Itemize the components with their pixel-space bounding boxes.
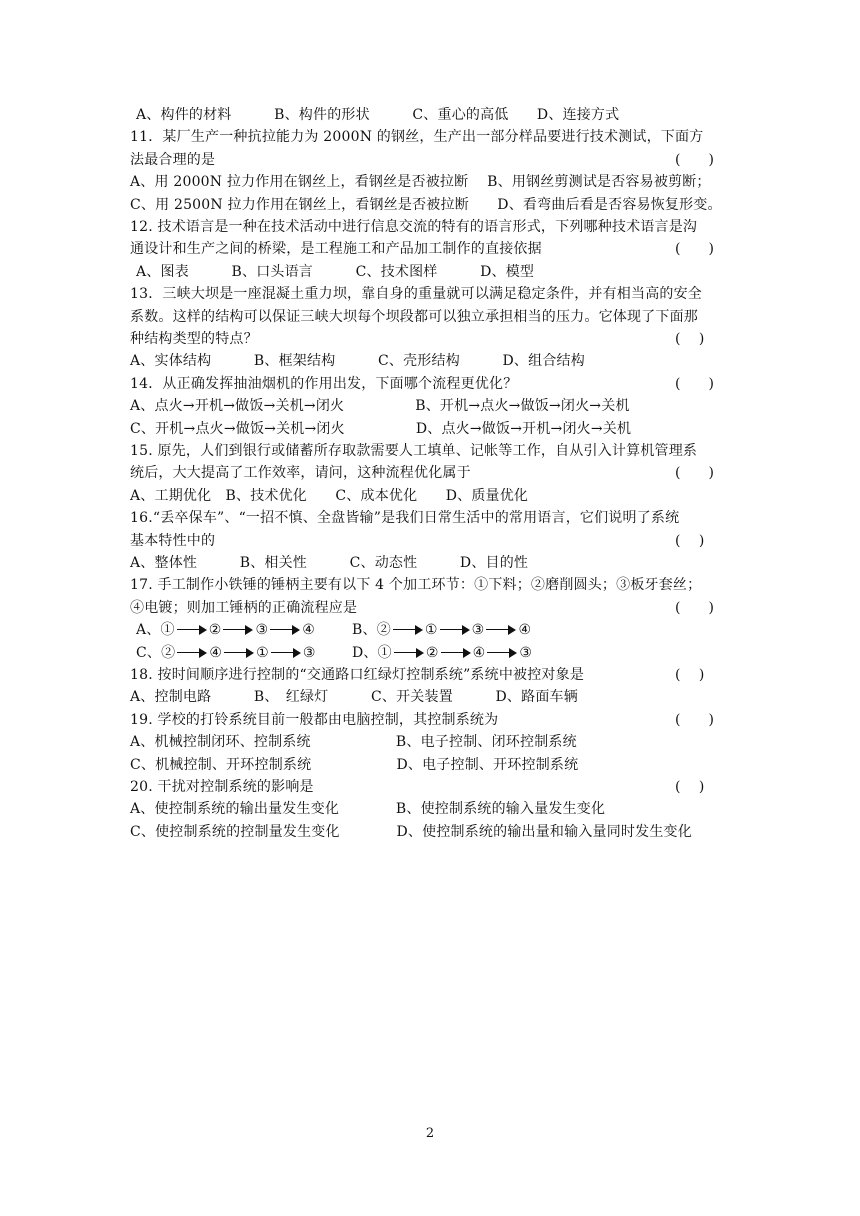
option-label: C、 <box>136 644 162 661</box>
line-text: 18. 按时间顺序进行控制的“交通路口红绿灯控制系统”系统中被控对象是 <box>130 667 585 683</box>
line-text: A、整体性 B、相关性 C、动态性 D、目的性 <box>130 555 529 571</box>
line-text: A、用 2000N 拉力作用在钢丝上，看钢丝是否被拉断 B、用钢丝剪测试是否容易被剪断； <box>130 174 711 191</box>
line-text: 通设计和生产之间的桥梁，是工程施工和产品加工制作的直接依据 <box>130 241 542 258</box>
answer-blank: ( ) <box>675 711 714 728</box>
line-text: 种结构类型的特点？ <box>130 331 258 347</box>
text-line <box>130 530 730 552</box>
flow-step: ② <box>161 644 176 661</box>
line-text: C、用 2500N 拉力作用在钢丝上，看钢丝是否被拉断 D、看弯曲后看是否容易恢复形变。 <box>130 196 722 213</box>
text-line <box>130 395 730 417</box>
arrow-icon <box>487 648 517 658</box>
text-line <box>130 238 730 260</box>
line-text: 20. 干扰对控制系统的影响是 <box>130 779 314 795</box>
arrow-icon <box>271 648 301 658</box>
option-label: D、 <box>352 644 378 661</box>
arrow-icon <box>440 625 470 635</box>
text-line <box>130 418 730 440</box>
flow-option <box>352 642 860 664</box>
arrow-icon <box>486 625 516 635</box>
arrow-icon <box>177 648 207 658</box>
text-line <box>130 216 730 238</box>
flow-step: ① <box>256 644 269 661</box>
line-text: A、点火→开机→做饭→关机→闭火 B、开机→点火→做饭→闭火→关机 <box>130 398 630 415</box>
text-line <box>130 283 730 305</box>
line-text: 基本特性中的 <box>130 532 216 549</box>
answer-blank: ( ) <box>675 599 714 616</box>
flow-step: ③ <box>302 644 316 661</box>
arrow-icon <box>393 625 423 635</box>
answer-blank: ( ) <box>675 667 705 683</box>
answer-blank: ( ) <box>675 375 714 392</box>
flow-step: ② <box>425 644 439 661</box>
line-text: A、构件的材料 B、构件的形状 C、重心的高低 D、连接方式 <box>136 107 620 123</box>
answer-blank: ( ) <box>675 779 705 795</box>
line-text: C、使控制系统的控制量发生变化 D、使控制系统的输出量和输入量同时发生变化 <box>130 823 692 840</box>
option-label: B、 <box>352 622 377 639</box>
text-line <box>130 552 730 574</box>
text-line <box>130 440 730 462</box>
line-text: 13．三峡大坝是一座混凝土重力坝，靠自身的重量就可以满足稳定条件，并有相当高的安全 <box>130 286 703 303</box>
answer-blank: ( ) <box>675 151 714 168</box>
flow-step: ① <box>377 644 392 661</box>
flow-step: ③ <box>471 622 485 639</box>
text-line <box>130 194 730 216</box>
line-text: A、实体结构 B、框架结构 C、壳形结构 D、组合结构 <box>130 353 585 370</box>
text-line <box>130 462 730 484</box>
line-text: A、控制电路 B、 红绿灯 C、开关装置 D、路面车辆 <box>130 689 578 706</box>
text-line <box>130 709 730 731</box>
page-number: 2 <box>425 1126 435 1141</box>
text-line <box>130 597 730 619</box>
answer-blank: ( ) <box>675 331 705 347</box>
answer-blank: ( ) <box>675 241 714 258</box>
text-line <box>130 171 730 193</box>
flow-step: ④ <box>518 622 532 639</box>
flow-step: ① <box>160 622 175 639</box>
arrow-icon <box>223 625 253 635</box>
arrow-icon <box>224 648 254 658</box>
line-text: ④电镀；则加工锤柄的正确流程应是 <box>130 599 358 616</box>
arrow-icon <box>441 648 471 658</box>
arrow-icon <box>394 648 424 658</box>
text-line <box>130 664 730 686</box>
text-line <box>130 574 730 596</box>
line-text: A、工期优化 B、技术优化 C、成本优化 D、质量优化 <box>130 487 529 504</box>
line-text: 统后，大大提高了工作效率，请问，这种流程优化属于 <box>130 465 471 482</box>
flow-step: ② <box>376 622 391 639</box>
line-text: 法最合理的是 <box>130 151 216 168</box>
line-text: 16.“丢卒保车”、“一招不慎、全盘皆输”是我们日常生活中的常用语言，它们说明了系统 <box>130 510 680 527</box>
line-text: C、机械控制、开环控制系统 D、电子控制、开环控制系统 <box>130 756 579 773</box>
text-line <box>130 373 730 395</box>
text-line <box>130 126 730 148</box>
text-line <box>130 328 730 350</box>
text-line <box>136 104 736 126</box>
arrow-icon <box>177 625 207 635</box>
flow-step: ④ <box>472 644 486 661</box>
text-line <box>130 306 730 328</box>
text-line <box>130 731 730 753</box>
line-text: 11．某厂生产一种抗拉能力为 2000N 的钢丝，生产出一部分样品要进行技术测试，下面方 <box>130 129 704 146</box>
flow-option <box>352 619 860 641</box>
option-label: A、 <box>136 622 161 639</box>
line-text: C、开机→点火→做饭→关机→闭火 D、点火→做饭→开机→闭火→关机 <box>130 420 632 437</box>
line-text: 12. 技术语言是一种在技术活动中进行信息交流的特有的语言形式，下列哪种技术语言是沟 <box>130 219 698 235</box>
text-line <box>130 776 730 798</box>
flow-step: ① <box>424 622 438 639</box>
flow-step: ④ <box>209 644 223 661</box>
arrow-icon <box>270 625 300 635</box>
text-line <box>130 507 730 529</box>
line-text: 17. 手工制作小铁锤的锤柄主要有以下 4 个加工环节：①下料；②磨削圆头；③板牙套丝； <box>130 577 702 594</box>
flow-step: ② <box>208 622 222 639</box>
line-text: 19. 学校的打铃系统目前一般都由电脑控制，其控制系统为 <box>130 711 499 728</box>
line-text: A、机械控制闭环、控制系统 B、电子控制、闭环控制系统 <box>130 734 577 751</box>
line-text: A、图表 B、口头语言 C、技术图样 D、模型 <box>136 263 535 280</box>
flow-step: ③ <box>255 622 269 639</box>
text-line <box>130 798 730 820</box>
flow-step: ④ <box>302 622 316 639</box>
line-text: A、使控制系统的输出量发生变化 B、使控制系统的输入量发生变化 <box>130 801 606 818</box>
flow-step: ③ <box>519 644 533 661</box>
text-line <box>130 350 730 372</box>
answer-blank: ( ) <box>675 465 714 482</box>
line-text: 15. 原先，人们到银行或储蓄所存取款需要人工填单、记帐等工作，自从引入计算机管理系 <box>130 443 698 459</box>
text-line <box>130 754 730 776</box>
text-line <box>130 821 730 843</box>
text-line <box>136 261 736 283</box>
line-text: 系数。这样的结构可以保证三峡大坝每个坝段都可以独立承担相当的压力。它体现了下面那 <box>130 308 698 325</box>
answer-blank: ( ) <box>675 532 705 549</box>
text-line <box>130 485 730 507</box>
text-line <box>130 686 730 708</box>
line-text: 14．从正确发挥抽油烟机的作用出发，下面哪个流程更优化？ <box>130 375 518 392</box>
text-line <box>130 149 730 171</box>
